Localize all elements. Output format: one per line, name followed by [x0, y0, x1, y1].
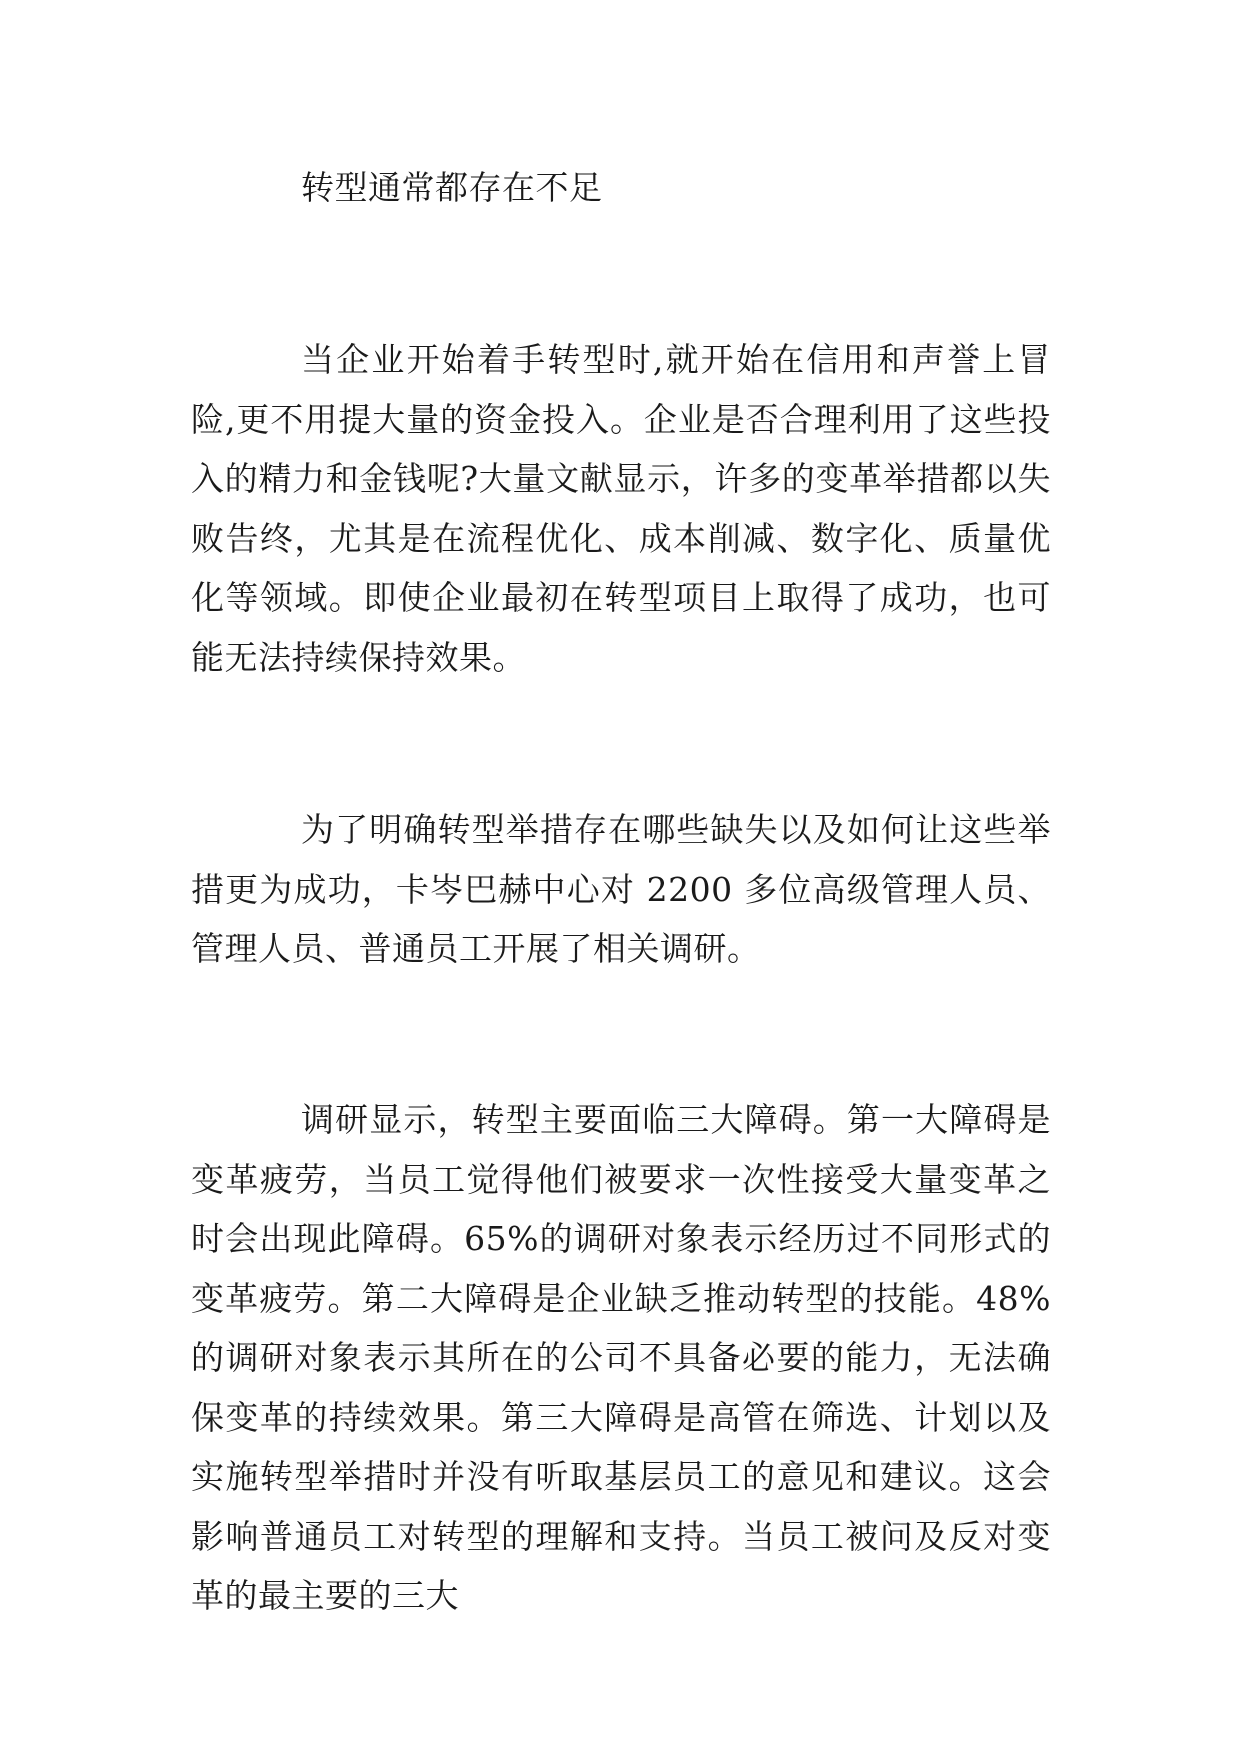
section-heading: 转型通常都存在不足 — [301, 168, 603, 207]
paragraph-3: 调研显示，转型主要面临三大障碍。第一大障碍是变革疲劳，当员工觉得他们被要求一次性接受大量变革之时会出现此障碍。65%的调研对象表示经历过不同形式的变革疲劳。第二大障碍是企业缺乏推动转型的技能。48%的调研对象表示其所在的公司不具备必要的能力，无法确保变革的持续效果。第三大障碍是高管在筛选、计划以及实施转型举措时并没有听取基层员工的意见和建议。这会影响普通员工对转型的理解和支持。当员工被问及反对变革的最主要的三大 — [191, 1100, 1051, 1615]
paragraph-1: 当企业开始着手转型时,就开始在信用和声誉上冒险,更不用提大量的资金投入。企业是否合理利用了这些投入的精力和金钱呢?大量文献显示，许多的变革举措都以失败告终，尤其是在流程优化、成本削减、数字化、质量优化等领域。即使企业最初在转型项目上取得了成功，也可能无法持续保持效果。 — [191, 340, 1051, 677]
paragraph-2: 为了明确转型举措存在哪些缺失以及如何让这些举措更为成功，卡岑巴赫中心对 2200 多位高级管理人员、管理人员、普通员工开展了相关调研。 — [191, 810, 1051, 968]
